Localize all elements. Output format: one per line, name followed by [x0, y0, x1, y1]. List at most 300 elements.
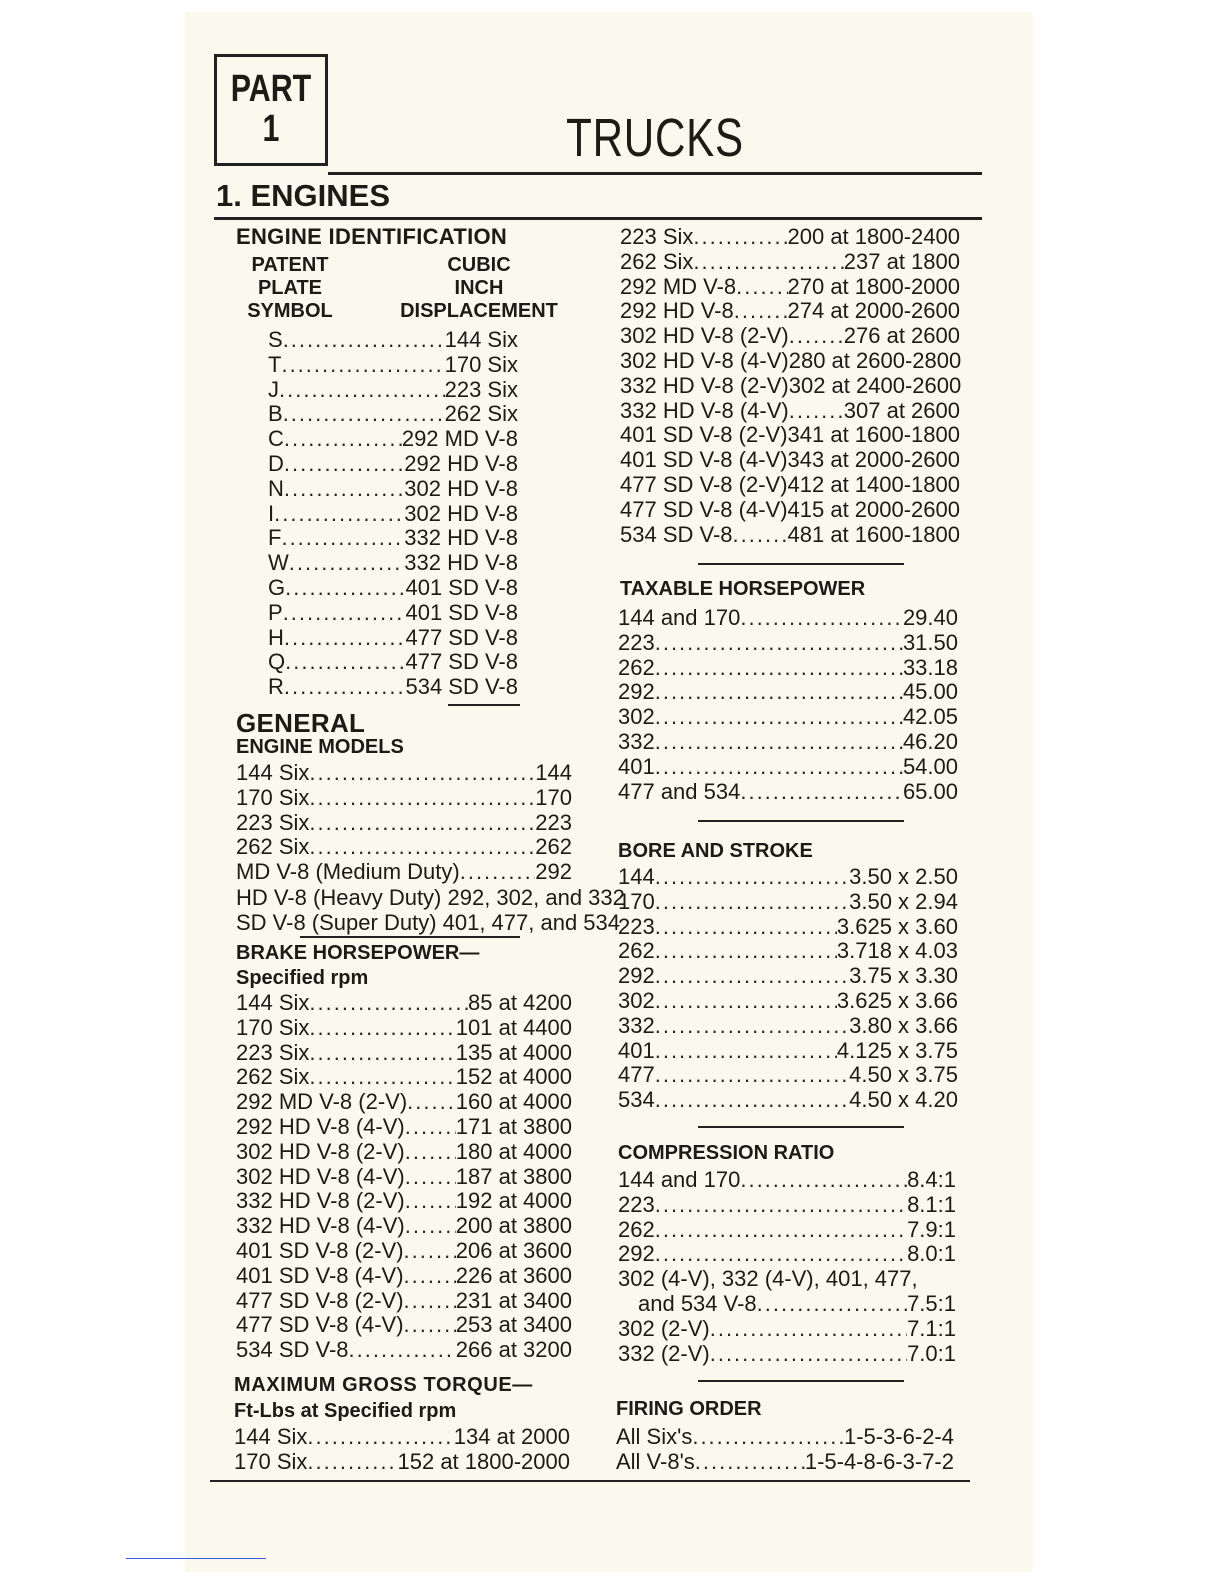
row-label: 292 MD V-8 (2-V): [236, 1089, 408, 1115]
row-label: 292: [618, 679, 655, 705]
row-label: W: [268, 550, 289, 576]
row-label: 477 SD V-8 (4-V): [236, 1312, 404, 1338]
row-value: 223 Six: [444, 376, 518, 402]
row-label: 262 Six: [620, 248, 694, 274]
row-label: 144: [618, 864, 655, 889]
dot-leader: [789, 398, 844, 423]
row-label: 144 Six: [236, 760, 310, 785]
row-label: S: [268, 327, 283, 352]
row-value: 7.5:1: [907, 1291, 956, 1316]
table-row: [618, 963, 958, 988]
table-row: [268, 327, 518, 352]
general-note-sd: SD V-8 (Super Duty) 401, 477, and 534: [236, 910, 621, 935]
row-label: 223: [618, 913, 655, 939]
dot-leader: [655, 1062, 849, 1087]
table-row: [236, 810, 572, 835]
compression-multiline-label: 302 (4-V), 332 (4-V), 401, 477,: [618, 1266, 918, 1291]
dot-leader: [309, 834, 535, 859]
row-label: H: [268, 624, 284, 650]
row-label: 477 SD V-8 (2-V): [620, 472, 788, 497]
row-label: 534 SD V-8: [236, 1337, 349, 1363]
row-value: 31.50: [902, 629, 958, 655]
row-label: 332 HD V-8 (2-V): [620, 372, 789, 398]
table-row: [620, 373, 960, 398]
table-row: [620, 224, 960, 249]
cubic-inch-displacement-header: CUBIC INCH DISPLACEMENT: [400, 254, 558, 322]
row-label: 477 SD V-8 (4-V): [620, 496, 788, 522]
row-label: 401 SD V-8 (4-V): [620, 447, 788, 473]
row-value: 170: [535, 784, 572, 810]
dot-leader: [349, 1337, 456, 1362]
dot-leader: [284, 476, 404, 501]
table-row: [620, 348, 960, 373]
row-value: 302 HD V-8: [404, 475, 518, 501]
row-value: 152 at 4000: [455, 1064, 572, 1090]
row-label: 144 and 170: [618, 605, 741, 630]
row-value: 3.625 x 3.66: [836, 988, 958, 1013]
table-row: [236, 1040, 572, 1065]
dot-leader: [655, 889, 849, 914]
table-row: [236, 785, 572, 810]
row-label: 332 (2-V): [618, 1340, 710, 1366]
table-row: [236, 1213, 572, 1238]
row-label: 302 (2-V): [618, 1315, 710, 1341]
table-row: [268, 575, 518, 600]
row-value: 65.00: [902, 778, 958, 804]
dot-leader: [405, 1213, 456, 1238]
table-row: [236, 859, 572, 884]
row-value: 33.18: [902, 654, 958, 680]
row-value: 1-5-3-6-2-4: [843, 1424, 954, 1449]
row-value: 1-5-4-8-6-3-7-2: [804, 1448, 954, 1474]
row-value: 226 at 3600: [455, 1262, 572, 1288]
dot-leader: [405, 1164, 456, 1189]
table-row: [618, 1062, 958, 1087]
row-value: 7.0:1: [907, 1340, 956, 1366]
row-label: and 534 V-8: [638, 1291, 757, 1316]
row-label: 332: [618, 729, 655, 754]
dot-leader: [284, 451, 404, 476]
row-value: 4.50 x 4.20: [849, 1087, 958, 1113]
page-title: TRUCKS: [566, 108, 744, 168]
dot-leader: [655, 704, 903, 729]
dot-leader: [655, 1217, 907, 1242]
table-row: [234, 1449, 570, 1474]
dot-leader: [404, 1312, 456, 1337]
row-value: 200 at 3800: [455, 1213, 572, 1239]
dot-leader: [655, 754, 903, 779]
row-value: 276 at 2600: [843, 323, 960, 349]
dot-leader: [655, 729, 903, 754]
table-row: [236, 990, 572, 1015]
table-row: [618, 889, 958, 914]
row-value: 292 MD V-8: [401, 426, 518, 452]
table-row: [268, 426, 518, 451]
dot-leader: [655, 1192, 907, 1217]
row-value: 8.4:1: [907, 1167, 956, 1192]
dot-leader: [283, 327, 445, 352]
rule-ident: [448, 704, 520, 706]
table-row: [618, 1087, 958, 1112]
row-label: D: [268, 451, 284, 476]
row-value: 101 at 4400: [455, 1014, 572, 1040]
row-value: 332 HD V-8: [404, 550, 518, 576]
row-value: 262: [535, 834, 572, 860]
table-row: [268, 401, 518, 426]
row-value: 341 at 1600-1800: [787, 422, 961, 448]
row-value: 4.125 x 3.75: [836, 1037, 958, 1063]
patent-plate-symbol-header: PATENT PLATE SYMBOL: [247, 254, 333, 322]
table-row: [618, 630, 958, 655]
taxable-hp-heading: TAXABLE HORSEPOWER: [620, 578, 866, 600]
dot-leader: [740, 605, 903, 630]
row-label: 223: [618, 629, 655, 655]
table-row: [618, 1291, 956, 1316]
row-value: 192 at 4000: [455, 1188, 572, 1214]
table-row: [620, 323, 960, 348]
dot-leader: [693, 224, 787, 249]
section-title: 1. ENGINES: [216, 178, 390, 213]
row-value: 477 SD V-8: [405, 624, 518, 650]
dot-leader: [460, 859, 536, 884]
row-value: 200 at 1800-2400: [787, 224, 960, 249]
row-label: All V-8's: [616, 1448, 695, 1474]
row-label: 401: [618, 753, 655, 779]
row-value: 45.00: [902, 679, 958, 705]
row-label: 401 SD V-8 (4-V): [236, 1262, 404, 1288]
row-label: 262 Six: [236, 1064, 310, 1090]
row-value: 270 at 1800-2000: [787, 273, 960, 299]
table-row: [618, 1167, 956, 1192]
row-label: 262: [618, 654, 655, 680]
row-label: 401 SD V-8 (2-V): [620, 422, 788, 448]
table-row: [618, 729, 958, 754]
bore-stroke-heading: BORE AND STROKE: [618, 840, 813, 862]
title-rule: [328, 172, 982, 175]
dot-leader: [655, 655, 903, 680]
row-label: F: [268, 525, 282, 551]
row-value: 206 at 3600: [455, 1238, 572, 1263]
table-row: [268, 649, 518, 674]
row-label: 262: [618, 1216, 655, 1242]
row-label: 332: [618, 1012, 655, 1038]
row-label: T: [268, 351, 282, 377]
dot-leader: [734, 298, 788, 323]
row-value: 54.00: [902, 753, 958, 779]
row-value: 7.1:1: [907, 1315, 956, 1341]
brake-hp-subheading: Specified rpm: [236, 967, 369, 989]
general-note-hd: HD V-8 (Heavy Duty) 292, 302, and 332: [236, 885, 625, 910]
row-label: 170 Six: [234, 1448, 308, 1474]
dot-leader: [404, 1288, 456, 1313]
dot-leader: [309, 1040, 455, 1065]
row-label: 223 Six: [236, 1039, 310, 1065]
row-value: 415 at 2000-2600: [787, 496, 961, 522]
row-value: 292: [535, 859, 572, 885]
row-label: 332 HD V-8 (2-V): [236, 1188, 405, 1214]
row-label: B: [268, 401, 283, 427]
row-value: 7.9:1: [907, 1216, 956, 1242]
row-label: 332 HD V-8 (4-V): [620, 397, 789, 423]
table-row: [236, 834, 572, 859]
row-label: 223 Six: [620, 224, 694, 249]
row-value: 302 HD V-8: [404, 500, 518, 526]
dot-leader: [289, 550, 405, 575]
dot-leader: [655, 938, 837, 963]
row-value: 3.50 x 2.94: [849, 888, 958, 914]
row-value: 170 Six: [444, 351, 518, 377]
row-value: 302 at 2400-2600: [788, 372, 962, 398]
table-row: [236, 1188, 572, 1213]
row-value: 8.1:1: [907, 1191, 956, 1217]
table-row: [268, 476, 518, 501]
row-value: 307 at 2600: [843, 397, 960, 423]
rule-torque: [698, 563, 904, 565]
table-row: [268, 674, 518, 699]
table-row: [618, 1038, 958, 1063]
table-row: [236, 1337, 572, 1362]
row-value: 3.625 x 3.60: [836, 913, 958, 939]
row-label: 477 and 534: [618, 778, 741, 804]
row-label: All Six's: [616, 1424, 693, 1449]
table-row: [620, 447, 960, 472]
table-row: [236, 1089, 572, 1114]
table-row: [618, 1192, 956, 1217]
table-row: [236, 1288, 572, 1313]
row-value: 42.05: [902, 704, 958, 730]
table-row: [620, 298, 960, 323]
table-row: [236, 1114, 572, 1139]
dot-leader: [695, 1449, 805, 1474]
max-torque-subheading: Ft-Lbs at Specified rpm: [234, 1400, 457, 1422]
table-row: [618, 779, 958, 804]
row-value: 144: [535, 760, 572, 785]
dot-leader: [279, 377, 445, 402]
dot-leader: [655, 963, 849, 988]
table-row: [236, 1015, 572, 1040]
dot-leader: [309, 1015, 455, 1040]
rule-general: [300, 936, 520, 938]
row-label: 170 Six: [236, 1014, 310, 1040]
table-row: [616, 1449, 954, 1474]
dot-leader: [285, 649, 405, 674]
row-label: 223: [618, 1191, 655, 1217]
row-value: 223: [535, 809, 572, 835]
row-label: 302 HD V-8 (4-V): [620, 348, 789, 373]
dot-leader: [309, 760, 535, 785]
row-value: 187 at 3800: [455, 1163, 572, 1189]
row-label: 534: [618, 1087, 655, 1113]
dot-leader: [307, 1449, 397, 1474]
row-label: R: [268, 674, 284, 700]
engine-models-subheading: ENGINE MODELS: [236, 736, 404, 758]
row-label: 144 Six: [236, 990, 310, 1015]
row-label: J: [268, 376, 279, 402]
firing-order-heading: FIRING ORDER: [616, 1398, 762, 1420]
dot-leader: [284, 426, 402, 451]
row-label: 332 HD V-8 (4-V): [236, 1213, 405, 1239]
table-row: [268, 501, 518, 526]
row-value: 29.40: [902, 605, 958, 630]
row-label: 292 HD V-8 (4-V): [236, 1114, 405, 1139]
dot-leader: [655, 1241, 907, 1266]
row-label: MD V-8 (Medium Duty): [236, 859, 460, 885]
row-label: 401 SD V-8 (2-V): [236, 1238, 404, 1263]
table-row: [236, 1164, 572, 1189]
row-label: 302: [618, 988, 655, 1013]
row-value: 401 SD V-8: [405, 599, 518, 625]
table-row: [618, 754, 958, 779]
row-value: 401 SD V-8: [405, 575, 518, 600]
dot-leader: [405, 1114, 456, 1139]
compression-heading: COMPRESSION RATIO: [618, 1142, 835, 1164]
dot-leader: [281, 525, 404, 550]
dot-leader: [309, 785, 535, 810]
dot-leader: [309, 810, 535, 835]
row-value: 274 at 2000-2600: [787, 298, 960, 324]
part-label-box: [214, 54, 328, 166]
row-label: G: [268, 575, 286, 600]
table-row: [618, 988, 958, 1013]
row-label: 302 HD V-8 (2-V): [620, 323, 789, 349]
row-value: 3.75 x 3.30: [849, 963, 958, 989]
dot-leader: [274, 501, 404, 526]
dot-leader: [655, 988, 837, 1013]
table-row: [618, 1341, 956, 1366]
row-label: I: [268, 500, 275, 526]
dot-leader: [283, 600, 406, 625]
row-value: 144 Six: [444, 327, 518, 352]
row-value: 412 at 1400-1800: [787, 472, 961, 497]
table-row: [620, 249, 960, 274]
row-value: 85 at 4200: [468, 990, 572, 1015]
dot-leader: [655, 914, 837, 939]
row-value: 171 at 3800: [455, 1114, 572, 1139]
table-row: [268, 352, 518, 377]
row-label: 292 HD V-8: [620, 298, 734, 324]
row-label: 144 and 170: [618, 1167, 741, 1192]
row-label: 144 Six: [234, 1424, 308, 1449]
dot-leader: [692, 1424, 844, 1449]
dot-leader: [307, 1424, 453, 1449]
row-label: C: [268, 426, 284, 452]
row-label: 302: [618, 704, 655, 730]
row-label: 302 HD V-8 (4-V): [236, 1163, 405, 1189]
row-value: 280 at 2600-2800: [788, 348, 962, 373]
table-row: [618, 1013, 958, 1038]
table-row: [618, 679, 958, 704]
dot-leader: [404, 1238, 456, 1263]
row-value: 3.50 x 2.50: [849, 864, 958, 889]
row-value: 135 at 4000: [455, 1039, 572, 1065]
dot-leader: [655, 1087, 849, 1112]
row-value: 534 SD V-8: [405, 674, 518, 700]
dot-leader: [710, 1341, 907, 1366]
table-row: [620, 497, 960, 522]
row-value: 134 at 2000: [453, 1424, 570, 1449]
dot-leader: [655, 864, 849, 889]
bottom-rule: [210, 1480, 970, 1482]
table-row: [620, 274, 960, 299]
bottom-link-line: [126, 1558, 266, 1559]
rule-compression: [698, 1380, 904, 1382]
dot-leader: [309, 1064, 455, 1089]
table-row: [236, 1312, 572, 1337]
dot-leader: [733, 522, 788, 547]
table-row: [236, 1263, 572, 1288]
dot-leader: [693, 249, 843, 274]
row-label: 477: [618, 1062, 655, 1088]
dot-leader: [284, 625, 406, 650]
table-row: [268, 625, 518, 650]
max-torque-heading: MAXIMUM GROSS TORQUE—: [234, 1374, 533, 1396]
row-label: 223 Six: [236, 809, 310, 835]
row-value: 4.50 x 3.75: [849, 1062, 958, 1088]
table-row: [236, 1238, 572, 1263]
dot-leader: [655, 1038, 837, 1063]
dot-leader: [281, 352, 444, 377]
part-word: PART: [230, 68, 312, 110]
row-value: 152 at 1800-2000: [397, 1448, 570, 1474]
row-value: 160 at 4000: [455, 1089, 572, 1115]
row-label: 292 MD V-8: [620, 273, 737, 299]
table-row: [620, 398, 960, 423]
row-label: N: [268, 475, 284, 501]
dot-leader: [757, 1291, 907, 1316]
dot-leader: [740, 779, 903, 804]
table-row: [268, 451, 518, 476]
dot-leader: [655, 630, 903, 655]
row-label: 170: [618, 888, 655, 914]
dot-leader: [655, 679, 903, 704]
general-heading: GENERAL: [236, 708, 366, 738]
dot-leader: [789, 323, 844, 348]
row-value: 481 at 1600-1800: [787, 521, 960, 547]
dot-leader: [655, 1013, 849, 1038]
table-row: [268, 550, 518, 575]
dot-leader: [404, 1263, 456, 1288]
row-label: P: [268, 599, 283, 625]
row-value: 262 Six: [444, 401, 518, 427]
row-value: 3.718 x 4.03: [836, 938, 958, 964]
rule-taxable: [698, 820, 904, 822]
part-number: 1: [262, 108, 280, 150]
dot-leader: [284, 674, 406, 699]
row-value: 292 HD V-8: [404, 451, 518, 476]
table-row: [618, 864, 958, 889]
rule-bore: [698, 1126, 904, 1128]
dot-leader: [736, 274, 787, 299]
row-label: 292: [618, 963, 655, 989]
dot-leader: [405, 1139, 456, 1164]
table-row: [620, 522, 960, 547]
row-value: 343 at 2000-2600: [787, 447, 961, 473]
row-label: 292: [618, 1241, 655, 1267]
row-label: 401: [618, 1037, 655, 1063]
dot-leader: [740, 1167, 907, 1192]
dot-leader: [283, 401, 445, 426]
table-row: [620, 422, 960, 447]
row-value: 3.80 x 3.66: [849, 1012, 958, 1038]
table-row: [236, 1064, 572, 1089]
row-label: 302 HD V-8 (2-V): [236, 1138, 405, 1164]
table-row: [618, 1241, 956, 1266]
section-rule: [214, 217, 982, 220]
table-row: [616, 1424, 954, 1449]
dot-leader: [285, 575, 405, 600]
table-row: [618, 914, 958, 939]
row-value: 477 SD V-8: [405, 649, 518, 675]
